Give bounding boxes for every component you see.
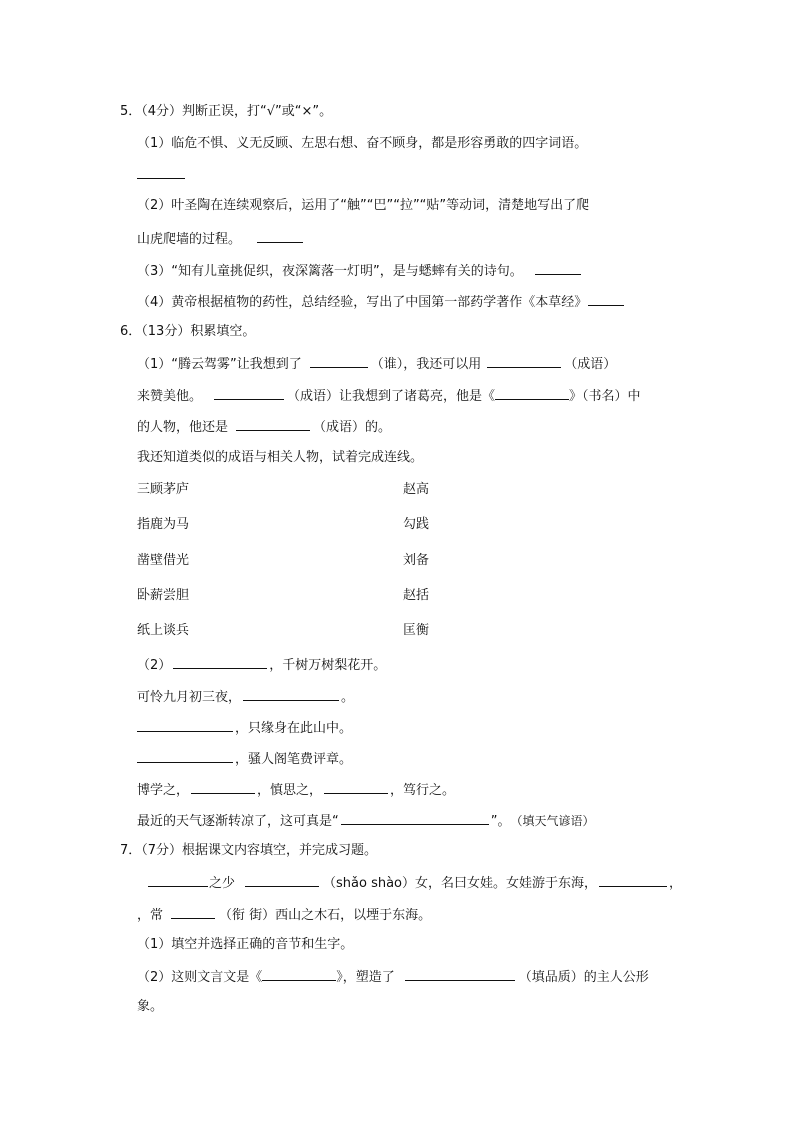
- person-item[interactable]: 刘备: [403, 553, 430, 568]
- q7-text-line2: [137, 906, 431, 924]
- text: （衔 街）西山之木石，以堙于东海。: [219, 908, 432, 923]
- text: ，慎思之，: [257, 783, 323, 798]
- text: 》，塑造了: [336, 970, 395, 985]
- text: （2）这则文言文是《: [137, 970, 263, 985]
- q6-title: 6．（13分）积累填空。: [120, 324, 256, 339]
- answer-blank[interactable]: [171, 906, 215, 919]
- text: （成语）的。: [313, 420, 392, 435]
- answer-blank[interactable]: [137, 166, 185, 179]
- idiom-item[interactable]: 指鹿为马: [137, 517, 190, 532]
- q6-part2-line3: [137, 719, 352, 737]
- idiom-item[interactable]: 卧薪尝胆: [137, 588, 190, 603]
- person-item[interactable]: 赵括: [403, 588, 430, 603]
- q6-part2-line6: [137, 812, 595, 830]
- q5-item-1: （1）临危不惧、义无反顾、左思右想、奋不顾身，都是形容勇敢的四字词语。: [137, 136, 588, 151]
- answer-blank[interactable]: [257, 230, 303, 243]
- q6-part1-line3: [137, 418, 391, 436]
- q7-title: 7．（7分）根据课文内容填空，并完成习题。: [120, 843, 378, 858]
- text: 的人物，他还是: [137, 420, 229, 435]
- answer-blank[interactable]: [214, 387, 284, 400]
- q7-sub-2-cont: 象。: [137, 999, 164, 1014]
- q6-part1-line1: [137, 355, 616, 373]
- text: （3）“知有儿童挑促织，夜深篱落一灯明”，是与蟋蟀有关的诗句。: [137, 264, 523, 279]
- q5-item-2: （2）叶圣陶在连续观察后，运用了“触”“巴”“拉”“贴”等动词，清楚地写出了爬: [137, 198, 590, 213]
- text: （1）“腾云驾雾”让我想到了: [137, 357, 302, 372]
- answer-blank[interactable]: [137, 719, 233, 732]
- answer-blank[interactable]: [487, 355, 561, 368]
- text: ，只缘身在此山中。: [235, 721, 353, 736]
- q5-item-2-cont: [137, 230, 306, 248]
- q7-sub-2: [137, 968, 649, 986]
- answer-blank[interactable]: [173, 656, 267, 669]
- answer-blank[interactable]: [245, 874, 319, 887]
- text: ，骚人阁笔费评章。: [235, 752, 353, 767]
- text: ，千树万树梨花开。: [269, 658, 387, 673]
- q5-item-4: [137, 293, 627, 311]
- idiom-item[interactable]: 三顾茅庐: [137, 482, 190, 497]
- answer-blank[interactable]: [148, 874, 208, 887]
- q7-sub-1: （1）填空并选择正确的音节和生字。: [137, 937, 354, 952]
- text: （填品质）的主人公形: [518, 970, 649, 985]
- text: ，: [669, 876, 683, 891]
- person-item[interactable]: 匡衡: [403, 623, 430, 638]
- text: （shǎo shào）女，名曰女娃。女娃游于东海，: [323, 876, 598, 891]
- text: 最近的天气逐渐转凉了，这可真是“: [137, 814, 339, 829]
- answer-blank[interactable]: [341, 812, 489, 825]
- q5-title: 5．（4分）判断正误，打“√”或“×”。: [120, 104, 333, 119]
- q6-part2-line2: [137, 688, 354, 706]
- answer-blank[interactable]: [495, 387, 569, 400]
- person-item[interactable]: 勾践: [403, 517, 430, 532]
- q5-item-3: [137, 262, 584, 280]
- q6-part2-line4: [137, 750, 352, 768]
- text: （谁），我还可以用: [370, 357, 482, 372]
- text: 山虎爬墙的过程。: [137, 232, 242, 247]
- q7-text-line1: [148, 874, 682, 892]
- part-label: （2）: [137, 658, 172, 673]
- text: 来赞美他。: [137, 389, 203, 404]
- answer-blank[interactable]: [588, 293, 624, 306]
- text: ，常: [137, 908, 164, 923]
- text: ，笃行之。: [390, 783, 456, 798]
- text: （成语）让我想到了诸葛亮，他是《: [287, 389, 496, 404]
- text: 可怜九月初三夜，: [137, 690, 242, 705]
- text: 》（书名）中: [569, 389, 641, 404]
- answer-blank[interactable]: [262, 968, 336, 981]
- answer-blank[interactable]: [137, 750, 233, 763]
- text: （成语）: [564, 357, 617, 372]
- answer-blank[interactable]: [236, 418, 310, 431]
- person-item[interactable]: 赵高: [403, 482, 430, 497]
- answer-blank[interactable]: [405, 968, 515, 981]
- answer-blank[interactable]: [324, 781, 388, 794]
- q6-part1-line2: [137, 387, 641, 405]
- text: 博学之，: [137, 783, 190, 798]
- text: （4）黄帝根据植物的药性，总结经验，写出了中国第一部药学著作《本草经》: [137, 295, 588, 310]
- text: 。: [341, 690, 355, 705]
- answer-blank[interactable]: [243, 688, 339, 701]
- idiom-item[interactable]: 凿壁借光: [137, 553, 190, 568]
- q6-part1-line4: 我还知道类似的成语与相关人物，试着完成连线。: [137, 450, 424, 465]
- text: 之少: [209, 876, 236, 891]
- answer-blank[interactable]: [599, 874, 667, 887]
- q6-part2-line1: [137, 656, 386, 674]
- idiom-item[interactable]: 纸上谈兵: [137, 623, 190, 638]
- answer-blank[interactable]: [535, 262, 581, 275]
- answer-blank[interactable]: [310, 355, 368, 368]
- q5-item-1-answer: [137, 166, 185, 184]
- hint: （填天气谚语）: [516, 814, 595, 828]
- text: ”。: [490, 814, 511, 829]
- q6-part2-line5: [137, 781, 455, 799]
- answer-blank[interactable]: [191, 781, 255, 794]
